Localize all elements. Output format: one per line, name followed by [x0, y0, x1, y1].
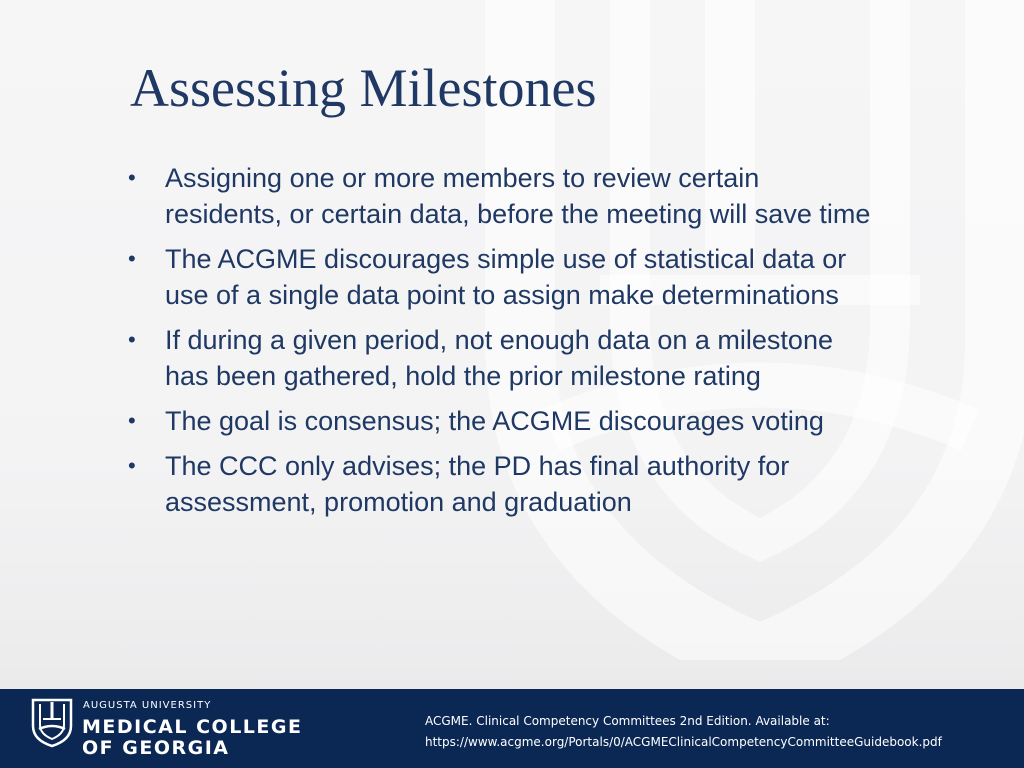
citation: [425, 711, 942, 753]
logo-university-name: AUGUSTA UNIVERSITY: [83, 700, 212, 711]
bullet-text-line: Assigning one or more members to review certain: [165, 163, 760, 193]
university-shield-icon: [30, 698, 74, 748]
bullet-marker: •: [128, 165, 136, 190]
bullet-text-line: assessment, promotion and graduation: [165, 487, 632, 517]
bullet-list: [128, 160, 968, 529]
logo-college-line1: MEDICAL COLLEGE: [82, 716, 303, 738]
bullet-text-line: residents, or certain data, before the meeting will save time: [165, 199, 871, 229]
bullet-text-line: The CCC only advises; the PD has final authority for: [165, 451, 790, 481]
bullet-marker: •: [128, 408, 136, 433]
citation-line: ACGME. Clinical Competency Committees 2nd Edition. Available at:: [425, 714, 830, 728]
footer-bar: [0, 689, 1024, 768]
bullet-text-line: The ACGME discourages simple use of statistical data or: [165, 244, 847, 274]
bullet-item: [128, 322, 968, 394]
bullet-item: [128, 160, 968, 232]
slide-title: Assessing Milestones: [130, 58, 597, 118]
bullet-text-line: If during a given period, not enough data on a milestone: [165, 325, 833, 355]
bullet-marker: •: [128, 453, 136, 478]
bullet-text-line: has been gathered, hold the prior milestone rating: [165, 361, 761, 391]
bullet-marker: •: [128, 246, 136, 271]
logo-college-line2: OF GEORGIA: [82, 737, 230, 759]
bullet-item: [128, 241, 968, 313]
bullet-marker: •: [128, 327, 136, 352]
bullet-text-line: use of a single data point to assign make determinations: [165, 280, 839, 310]
bullet-item: [128, 448, 968, 520]
bullet-text-line: The goal is consensus; the ACGME discourages voting: [165, 406, 824, 436]
citation-url: https://www.acgme.org/Portals/0/ACGMEClinicalCompetencyCommitteeGuidebook.pdf: [425, 735, 942, 749]
university-logo: [30, 698, 330, 760]
bullet-item: [128, 403, 968, 439]
